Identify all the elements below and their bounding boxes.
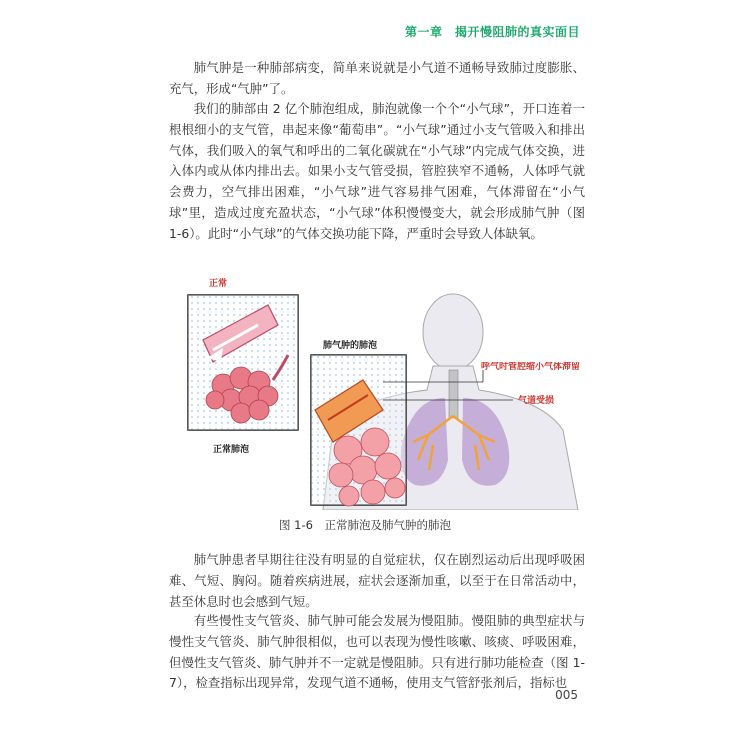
page-number: 005 xyxy=(555,688,578,702)
emphysema-alveoli-panel xyxy=(311,339,406,506)
label-normal-alveoli: 正常肺泡 xyxy=(213,445,250,455)
running-header: 第一章 揭开慢阻肺的真实面目 xyxy=(404,25,580,39)
label-exhale: 呼气时管腔缩小气体滞留 xyxy=(481,362,581,372)
alveoli-illustration-svg xyxy=(183,270,583,510)
paragraph-alveoli-explanation: 我们的肺部由 2 亿个肺泡组成，肺泡就像一个个“小气球”，开口连着一根根细小的支气管，串起来像“葡萄串”。“小气球”通过小支气管吸入和排出气体，我们吸入的氧气和呼出的二氧化碳就在“小气球”内完成气体交换，进入体内或从体内排出去。如果小支气管受损，管腔狭窄不通畅，人体呼气就会费力，空气排出困难，“小气球”进气容易排气困难，气体滞留在“小气球”里，造成过度充盈状态，“小气球”体积慢慢变大，就会形成肺气肿（图 1-6）。此时“小气球”的气体交换功能下降，严重时会导致人体缺氧。 xyxy=(169,101,585,241)
paragraph-copd-relation: 有些慢性支气管炎、肺气肿可能会发展为慢阻肺。慢阻肺的典型症状与慢性支气管炎、肺气肿很相似，也可以表现为慢性咳嗽、咳痰、呼吸困难，但慢性支气管炎、肺气肿并不一定就是慢阻肺。只有进行肺功能检查（图 1-7），检查指标出现异常，发现气道不通畅，使用支气管舒张剂后，指标也 xyxy=(169,613,585,691)
label-normal: 正常 xyxy=(209,279,228,289)
paragraph-symptoms: 肺气肿患者早期往往没有明显的自觉症状，仅在剧烈运动后出现呼吸困难、气短、胸闷。随着疾病进展，症状会逐渐加重，以至于在日常活动中，甚至休息时也会感到气短。 xyxy=(169,552,585,609)
paragraph-emphysema-definition: 肺气肿是一种肺部病变，简单来说就是小气道不通畅导致肺过度膨胀、充气，形成“气肿”了。 xyxy=(169,60,585,96)
label-exhale-wrap xyxy=(481,362,581,396)
label-airway-damage: 气道受损 xyxy=(518,396,555,406)
normal-alveoli-panel xyxy=(188,277,298,455)
figure-caption: 图 1-6 正常肺泡及肺气肿的肺泡 xyxy=(279,518,451,532)
figure-alveoli-illustration xyxy=(183,270,583,510)
label-emphysema-alveoli: 肺气肿的肺泡 xyxy=(323,341,378,351)
